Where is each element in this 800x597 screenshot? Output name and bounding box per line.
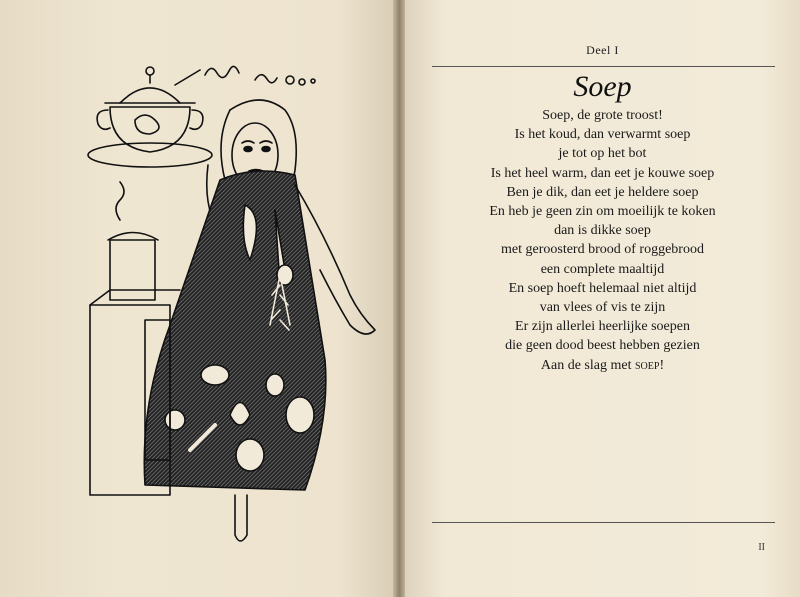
poem-line: En heb je geen zin om moeilijk te koken	[489, 204, 716, 220]
poem-line: je tot op het bot	[558, 146, 647, 162]
last-line-smallcaps: soep	[634, 357, 660, 373]
poem-line: dan is dikke soep	[554, 223, 651, 239]
poem-line: En soep hoeft helemaal niet altijd	[508, 280, 697, 296]
poem-line: Er zijn allerlei heerlijke soepen	[515, 319, 690, 335]
poem-line: Is het koud, dan verwarmt soep	[514, 127, 691, 143]
woman-serving-soup-illustration	[80, 55, 380, 555]
page-number: II	[758, 542, 765, 553]
last-line-prefix: Aan de slag met	[540, 357, 635, 373]
poem-last-line	[405, 356, 800, 375]
poem-line: Soep, de grote troost!	[542, 108, 663, 123]
right-page	[405, 0, 800, 597]
last-line-suffix: !	[659, 357, 665, 373]
poem-line: met geroosterd brood of roggebrood	[501, 242, 704, 258]
poem-line: een complete maaltijd	[540, 261, 665, 277]
top-rule	[432, 66, 775, 67]
bottom-rule	[432, 522, 775, 523]
poem	[405, 106, 800, 375]
poem-line: die geen dood beest hebben gezien	[505, 338, 700, 354]
running-head: Deel I	[586, 43, 619, 57]
poem-line: Is het heel warm, dan eet je kouwe soep	[490, 165, 715, 181]
poem-line: Ben je dik, dan eet je heldere soep	[506, 184, 699, 200]
left-page	[0, 0, 398, 597]
page-title: Soep	[573, 70, 632, 103]
poem-line: van vlees of vis te zijn	[539, 300, 666, 316]
